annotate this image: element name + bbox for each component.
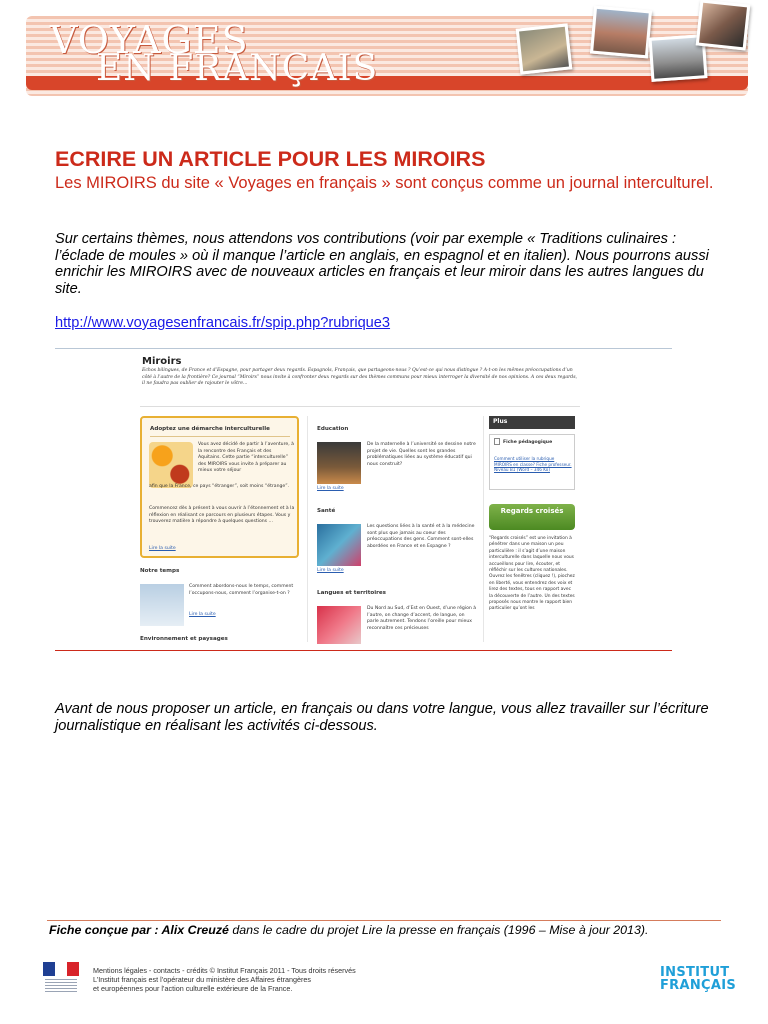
- featured-rule: [150, 436, 290, 437]
- regards-croises-label: Regards croisés: [500, 507, 564, 515]
- banner-photo-1: [516, 23, 573, 74]
- french-flag-icon: [43, 962, 79, 976]
- miroirs-link[interactable]: http://www.voyagesenfrancais.fr/spip.php?rubrique3: [55, 315, 391, 331]
- featured-box: [140, 416, 299, 558]
- institut-francais-logo: [660, 966, 736, 992]
- miroirs-screenshot: [137, 352, 585, 644]
- featured-text-1: Vous avez décidé de partir à l’aventure, à la rencontre des Français et des Aquitains. Cette partie “interculturelle” des MIROIRS vous invite à préparer au mieux votre séjour: [198, 442, 294, 474]
- credit-project: dans le cadre du projet Lire la presse en français (1996 – Mise à jour 2013).: [228, 923, 649, 937]
- document-icon: [494, 438, 500, 445]
- fiche-title: Fiche pédagogique: [503, 440, 553, 445]
- site-banner: [26, 8, 748, 92]
- education-text: De la maternelle à l’université se dessine notre projet de vie. Quelles sont les grandes problématiques liées au système éducatif qui nous construit?: [367, 442, 476, 467]
- ministry-text-lines: [45, 979, 77, 993]
- credit-line: [49, 923, 729, 937]
- column-separator-1: [307, 416, 308, 642]
- sante-read-more[interactable]: Lire la suite: [317, 568, 344, 573]
- notre-temps-text: Comment abordons-nous le temps, comment l’occupons-nous, comment l’organise-t-on ?: [189, 584, 294, 596]
- republique-francaise-logo: [43, 962, 79, 994]
- plus-label: Plus: [493, 418, 508, 425]
- fiche-link[interactable]: Comment utiliser la rubrique MIROIRS en classe? Fiche professeur. Niveau B1 (Word – 346 Ko): [494, 456, 572, 473]
- logo-voyages: VOYAGES: [50, 18, 249, 62]
- featured-illustration: [149, 442, 193, 488]
- legal-line-2: L’Institut français est l’opérateur du ministère des Affaires étrangères: [93, 975, 312, 984]
- institut-line: INSTITUT: [660, 965, 730, 980]
- footer-divider: [47, 920, 721, 921]
- contribution-paragraph: Sur certains thèmes, nous attendons vos contributions (voir par exemple « Traditions culinaires : l’éclade de moules » où il manque l’article en anglais, en espagnol et en italien). Nous pourrons aussi enrichir les MIROIRS avec de nouveaux articles en français et leur miroir dans les autres langues du site.: [55, 231, 709, 297]
- langues-heading: Langues et territoires: [317, 590, 387, 596]
- sante-heading: Santé: [317, 508, 336, 514]
- credit-author: Fiche conçue par : Alix Creuzé: [49, 923, 229, 937]
- francais-line: FRANÇAIS: [660, 978, 737, 993]
- legal-line-3: et européennes pour l’action culturelle extérieure de la France.: [93, 984, 293, 993]
- langues-text: Du Nord au Sud, d’Est en Ouest, d’une région à l’autre, on change d’accent, de langue, on parle autrement. Tendons l’oreille pour mieux reconnaître ces précieuses: [367, 606, 477, 631]
- sante-text: Les questions liées à la santé et à la médecine sont plus que jamais au coeur des préoccupations des gens. Comment sont-elles abordées en France et en Espagne ?: [367, 524, 475, 549]
- notre-temps-heading: Notre temps: [140, 568, 180, 574]
- featured-heading: Adoptez une démarche interculturelle: [150, 426, 270, 432]
- page-title: ECRIRE UN ARTICLE POUR LES MIROIRS: [55, 147, 486, 171]
- banner-photo-2: [590, 6, 652, 59]
- notre-temps-read-more[interactable]: Lire la suite: [189, 612, 216, 617]
- instructions-paragraph: Avant de nous proposer un article, en français ou dans votre langue, vous allez travailler sur l’écriture journalistique en réalisant les activités ci-dessous.: [55, 701, 709, 734]
- regards-croises-text: “Regards croisés” est une invitation à pénétrer dans une maison un peu particulière : il s’agit d’une maison interculturelle dans laquelle nous vous accueillons pour lire, écouter, et réfléchir sur les cultures nationales. Ouvrez les fenêtres (cliquez !), piochez en liberté, vous entendrez des voix et lirez des textes, tous en rapport avec la découverte de l’autre. Un des textes proposés nous montre le rapport bien particulier qu’ont les: [489, 536, 575, 612]
- divider-bottom: [55, 650, 672, 651]
- education-image: [317, 442, 361, 484]
- featured-text-2: afin que la France, ce pays “étranger”, soit moins “étrange”.: [149, 484, 290, 489]
- education-heading: Education: [317, 426, 349, 432]
- legal-line-1[interactable]: Mentions légales - contacts - crédits © Institut Français 2011 - Tous droits réservés: [93, 966, 356, 975]
- screenshot-title: Miroirs: [142, 356, 182, 367]
- legal-notice: [93, 966, 356, 993]
- education-read-more[interactable]: Lire la suite: [317, 486, 344, 491]
- featured-read-more[interactable]: Lire la suite: [149, 546, 176, 551]
- environnement-heading: Environnement et paysages: [140, 636, 228, 642]
- notre-temps-image: [140, 584, 184, 626]
- divider-top: [55, 348, 672, 349]
- screenshot-divider: [140, 406, 580, 407]
- sante-image: [317, 524, 361, 566]
- langues-image: [317, 606, 361, 644]
- featured-text-3: Commencez dès à présent à vous ouvrir à l’étonnement et à la réflexion en réalisant ce parcours en plusieurs étapes. Vous y trouverez matière à répondre à quelques questions ...: [149, 506, 295, 525]
- intro-text: Les MIROIRS du site « Voyages en français » sont conçus comme un journal interculturel.: [55, 174, 714, 192]
- screenshot-intro: Echos bilingues, de France et d’Espagne, pour partager deux regards. Espagnols, Français, que partageons-nous ? Qu’est-ce qui nous distingue ? A-t-on les mêmes préoccupations d’un côté à l’autre de la frontière? Ce journal “Miroirs” nous invite à confronter deux regards sur des thèmes communs pour mieux interroger la diversité de nos opinions. A ces deux regards, il ne faudra pas oublier de rajouter le vôtre…: [142, 368, 578, 387]
- column-separator-2: [483, 416, 484, 642]
- banner-photo-4: [696, 0, 751, 50]
- logo-en-francais: EN FRANÇAIS: [96, 48, 379, 89]
